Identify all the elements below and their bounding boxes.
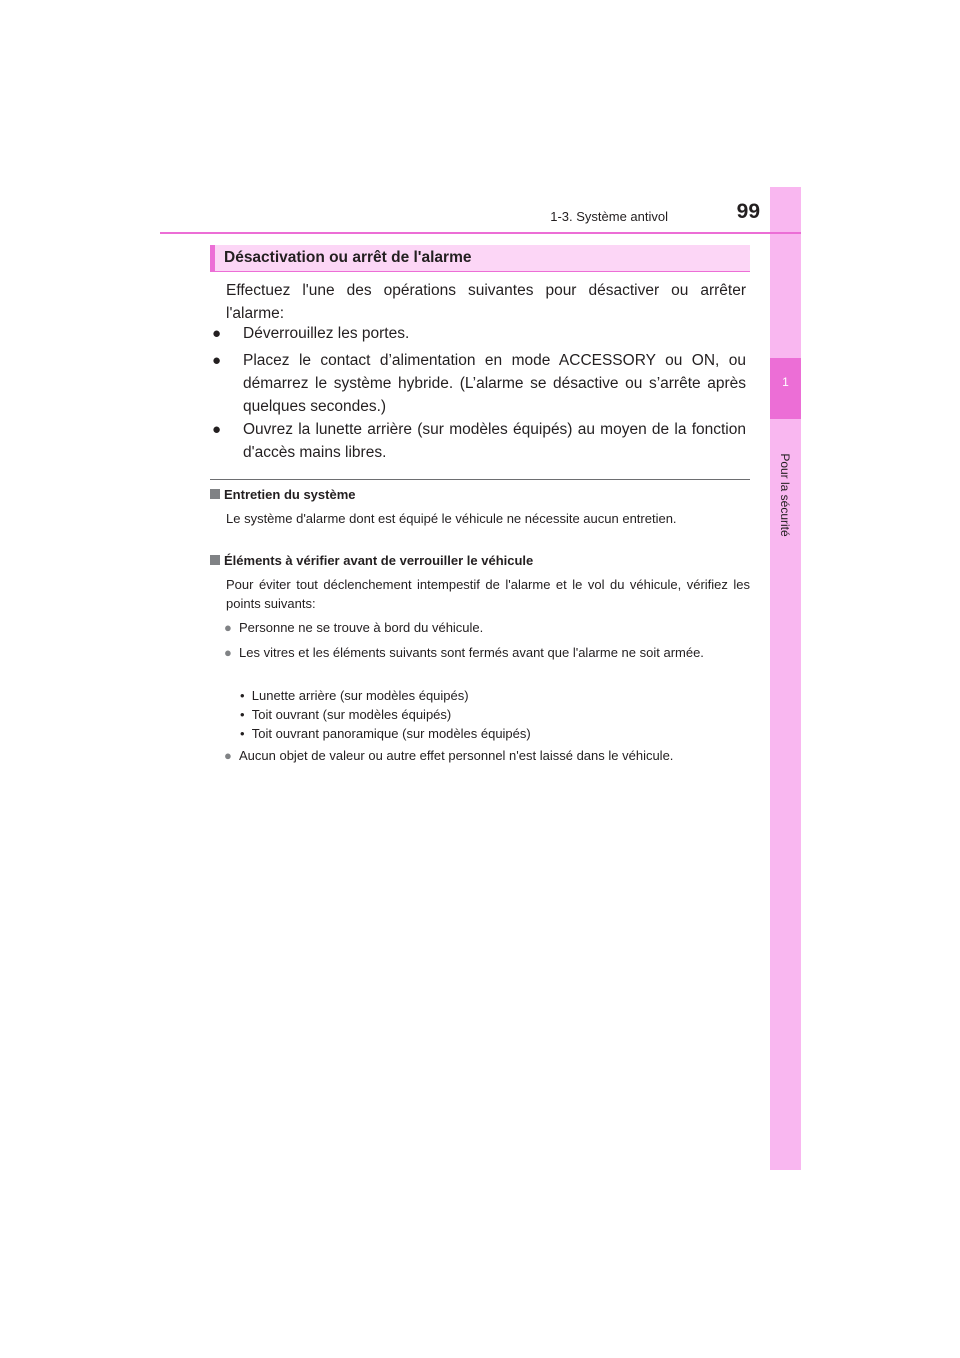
list-item-text: Aucun objet de valeur ou autre effet personnel n'est laissé dans le véhicule. [239,748,674,763]
list-item-text: Les vitres et les éléments suivants sont fermés avant que l'alarme ne soit armée. [239,645,704,660]
note-body-elements: Pour éviter tout déclenchement intempestif de l'alarme et le vol du véhicule, vérifiez les points suivants: [226,577,750,611]
bullet-icon: ● [212,325,222,342]
running-header: 1-3. Système antivol [550,209,668,224]
sub-list-item: • Lunette arrière (sur modèles équipés) [240,688,469,703]
bullet-icon: ● [224,748,232,763]
note-body-entretien: Le système d'alarme dont est équipé le véhicule ne nécessite aucun entretien. [226,511,677,526]
sub-list-item: • Toit ouvrant panoramique (sur modèles équipés) [240,726,531,741]
list-item-text: Placez le contact d’alimentation en mode ACCESSORY ou ON, ou démarrez le système hybride. (L’alarme se désactive ou s’arrête après quelques secondes.) [243,352,746,415]
square-bullet-icon [210,489,220,499]
section-title: Désactivation ou arrêt de l'alarme [224,249,472,266]
separator [210,479,750,480]
bullet-icon: ● [224,645,232,660]
square-bullet-icon [210,555,220,565]
sub-list-item: • Toit ouvrant (sur modèles équipés) [240,707,452,722]
dash-bullet-icon: • [240,688,245,703]
bullet-icon: ● [224,620,232,635]
chapter-label: Pour la sécurité [778,453,792,537]
section-title-underline [210,271,750,272]
note-heading-elements: Éléments à vérifier avant de verrouiller le véhicule [210,553,533,568]
bullet-icon: ● [212,352,222,369]
list-item [212,322,746,345]
list-item-text: Ouvrez la lunette arrière (sur modèles équipés) au moyen de la fonction d'accès mains libres. [243,421,746,461]
page-number: 99 [736,200,760,223]
dash-bullet-icon: • [240,726,245,741]
list-item-text: Déverrouillez les portes. [243,325,410,342]
section-title-accent [210,245,215,271]
list-item [212,418,746,464]
list-item [224,618,750,637]
section-intro: Effectuez l'une des opérations suivantes pour désactiver ou arrêter l'alarme: [226,282,746,322]
note-heading-entretien: Entretien du système [210,487,356,502]
list-item [224,746,750,765]
list-item [212,349,746,418]
bullet-icon: ● [212,421,222,438]
list-item-text: Personne ne se trouve à bord du véhicule. [239,620,484,635]
side-tab-strip [770,187,801,1170]
dash-bullet-icon: • [240,707,245,722]
list-item [224,643,750,662]
chapter-number: 1 [782,375,789,389]
header-rule [160,232,801,234]
